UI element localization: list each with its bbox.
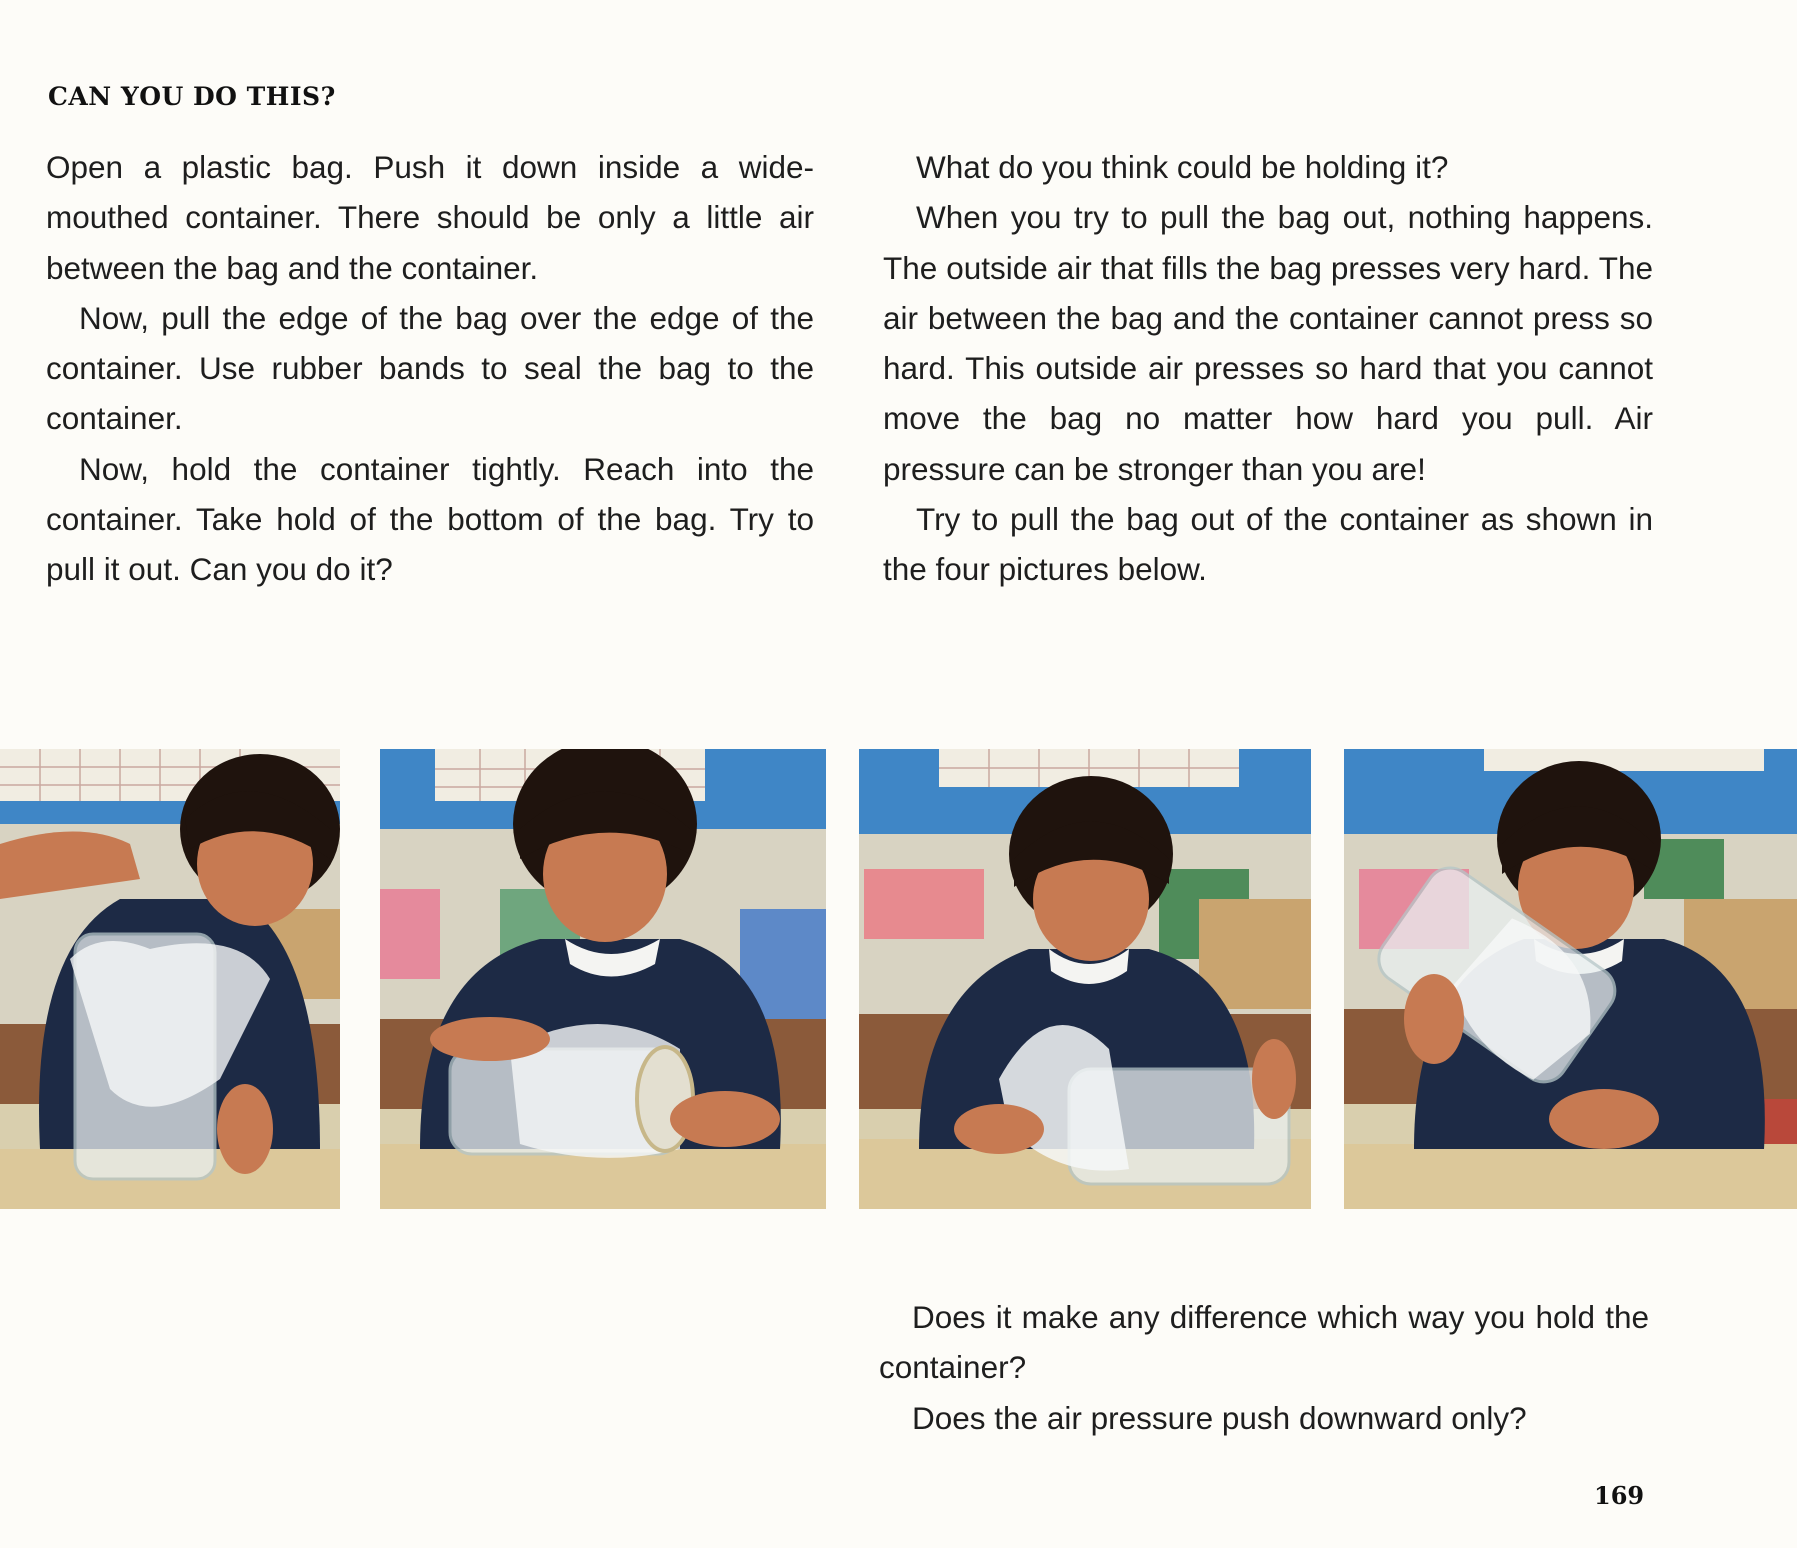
paragraph: Does it make any difference which way you hold the container? xyxy=(879,1299,1649,1386)
paragraph: Now, pull the edge of the bag over the edge of the container. Use rubber bands to seal the bag to the container. xyxy=(46,299,814,437)
photo-boy-jar-on-side xyxy=(380,749,826,1209)
paragraph: Now, hold the container tightly. Reach into the container. Take hold of the bottom of the bag. Try to pull it out. Can you do it? xyxy=(46,450,814,588)
paragraph: Open a plastic bag. Push it down inside a wide-mouthed container. There should be only a little air between the bag and the container. xyxy=(46,149,814,286)
page-number: 169 xyxy=(1594,1481,1645,1510)
bottom-text-column xyxy=(879,1292,1649,1443)
photo-boy-tilting-jar xyxy=(1344,749,1797,1209)
photo-boy-upright-jar xyxy=(0,749,340,1209)
paragraph: What do you think could be holding it? xyxy=(916,149,1449,185)
photo-boy-pulling-bag xyxy=(859,749,1311,1209)
section-heading: CAN YOU DO THIS? xyxy=(48,82,336,111)
left-text-column xyxy=(46,142,814,595)
paragraph: Does the air pressure push downward only? xyxy=(912,1399,1527,1436)
right-text-column xyxy=(883,142,1653,595)
paragraph: When you try to pull the bag out, nothing happens. The outside air that fills the bag presses very hard. The air between the bag and the container cannot press so hard. This outside air presses so hard that you cannot move the bag no matter how hard you pull. Air pressure can be stronger than you are! xyxy=(883,199,1653,487)
photo-strip xyxy=(0,749,1797,1209)
paragraph: Try to pull the bag out of the container as shown in the four pictures below. xyxy=(883,501,1653,588)
